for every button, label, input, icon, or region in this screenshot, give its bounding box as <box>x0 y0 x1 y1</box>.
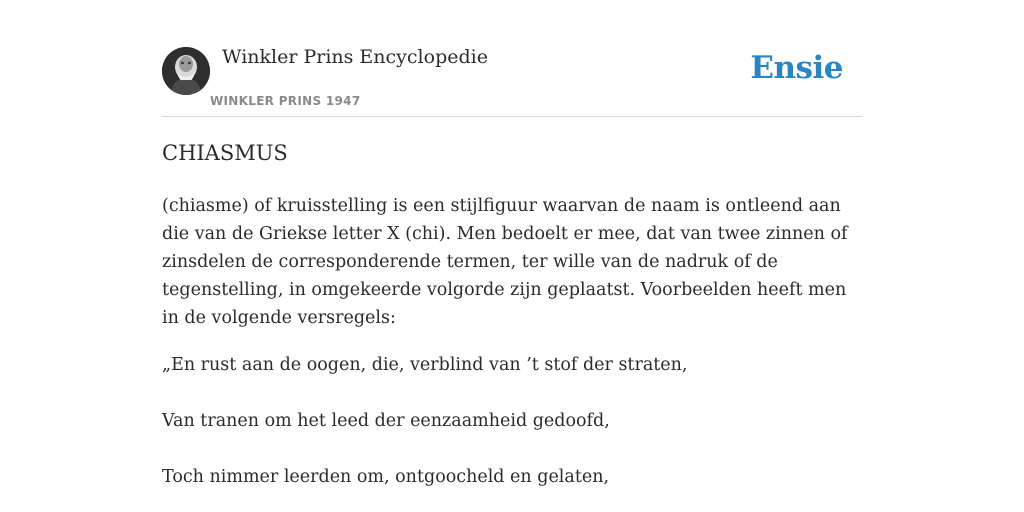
ensie-logo[interactable]: Ensie <box>750 50 843 86</box>
bearded-man-portrait-icon <box>162 47 210 95</box>
source-avatar[interactable] <box>162 47 210 95</box>
verse-line: Toch nimmer leerden om, ontgoocheld en gelaten, <box>162 467 610 487</box>
page-container <box>162 0 862 487</box>
source-title[interactable]: Winkler Prins Encyclopedie <box>222 46 488 68</box>
verse-line: „En rust aan de oogen, die, verblind van ’t stof der straten, <box>162 355 688 375</box>
article-body: (chiasme) of kruisstelling is een stijlfiguur waarvan de naam is ontleend aan die van de Griekse letter X (chi). Men bedoelt er mee, dat van twee zinnen of zinsdelen de corresponderende termen, ter wille van de nadruk of de tegenstelling, in omgekeerde volgorde zijn geplaatst. Voorbeelden heeft men in de volgende versregels: <box>162 196 848 328</box>
article-title: CHIASMUS <box>162 141 288 165</box>
source-subtitle[interactable]: WINKLER PRINS 1947 <box>210 94 361 108</box>
source-header <box>162 0 862 117</box>
verse-line: Van tranen om het leed der eenzaamheid gedoofd, <box>162 411 610 431</box>
